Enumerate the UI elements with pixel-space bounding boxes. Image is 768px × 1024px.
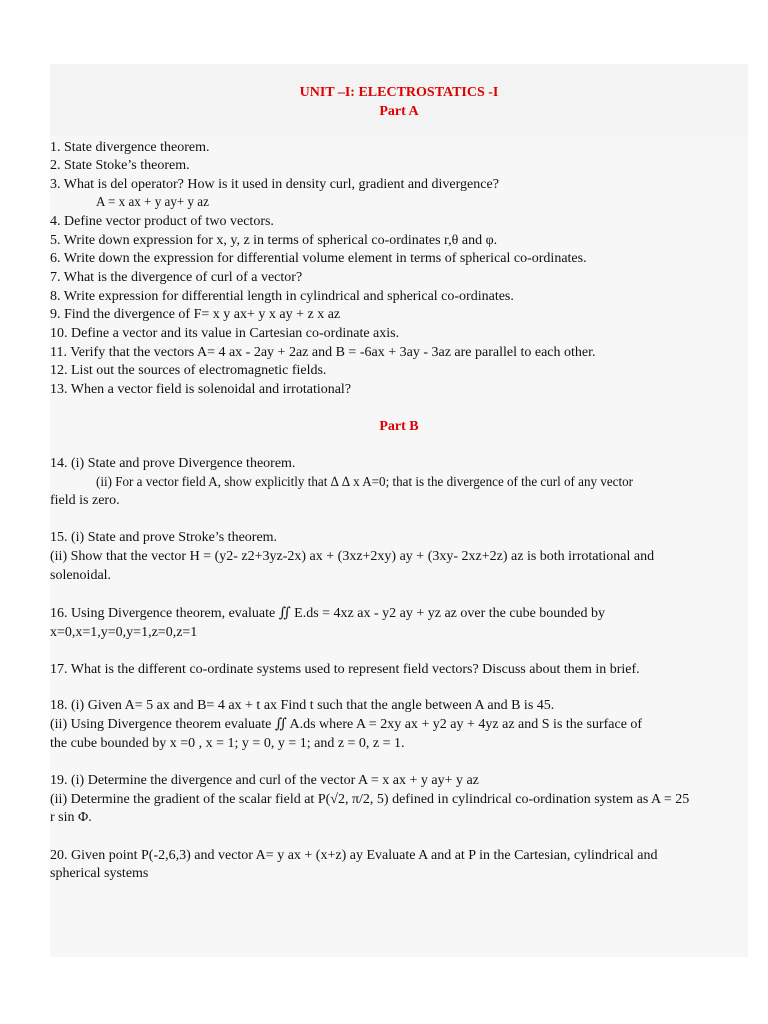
unit-title: UNIT –I: ELECTROSTATICS -I: [299, 85, 499, 100]
question-8: 8. Write expression for differential length in cylindrical and spherical co-ordinates.: [50, 289, 514, 304]
question-14-line-1: 14. (i) State and prove Divergence theorem.: [50, 456, 296, 471]
question-2: 2. State Stoke’s theorem.: [50, 158, 190, 173]
question-19-line-3: r sin Φ.: [50, 810, 92, 825]
question-20-line-1: 20. Given point P(-2,6,3) and vector A= y ax + (x+z) ay Evaluate A and at P in the Cartesian, cylindrical and: [50, 848, 658, 863]
question-5: 5. Write down expression for x, y, z in terms of spherical co-ordinates r,θ and φ.: [50, 233, 498, 248]
question-18-line-2: (ii) Using Divergence theorem evaluate ∬ A.ds where A = 2xy ax + y2 ay + 4yz az and S is the surface of: [50, 717, 643, 732]
question-16-line-1: 16. Using Divergence theorem, evaluate ∬ E.ds = 4xz ax - y2 ay + yz az over the cube bounded by: [50, 606, 605, 621]
question-4: 4. Define vector product of two vectors.: [50, 214, 274, 229]
part-b-heading: Part B: [379, 419, 419, 434]
question-13: 13. When a vector field is solenoidal and irrotational?: [50, 382, 352, 397]
question-18-line-1: 18. (i) Given A= 5 ax and B= 4 ax + t ax Find t such that the angle between A and B is 45.: [50, 698, 555, 713]
question-15-line-3: solenoidal.: [50, 568, 112, 583]
question-3-expression: A = x ax + y ay+ y az: [96, 195, 209, 210]
question-15-line-2: (ii) Show that the vector H = (y2- z2+3yz-2x) ax + (3xz+2xy) ay + (3xy- 2xz+2z) az is both irrotational and: [50, 549, 655, 564]
question-7: 7. What is the divergence of curl of a vector?: [50, 270, 303, 285]
question-11: 11. Verify that the vectors A= 4 ax - 2ay + 2az and B = -6ax + 3ay - 3az are parallel to each other.: [50, 345, 596, 360]
question-15-line-1: 15. (i) State and prove Stroke’s theorem.: [50, 530, 278, 545]
question-14-line-2: (ii) For a vector field A, show explicitly that ∆ ∆ x A=0; that is the divergence of the curl of any vector: [96, 475, 634, 490]
question-20-line-2: spherical systems: [50, 866, 149, 881]
question-19-line-2: (ii) Determine the gradient of the scalar field at P(√2, π/2, 5) defined in cylindrical co-ordination system as A = 25: [50, 792, 690, 807]
question-6: 6. Write down the expression for differential volume element in terms of spherical co-ordinates.: [50, 251, 587, 266]
question-14-line-3: field is zero.: [50, 493, 120, 508]
question-10: 10. Define a vector and its value in Cartesian co-ordinate axis.: [50, 326, 400, 341]
question-18-line-3: the cube bounded by x =0 , x = 1; y = 0, y = 1; and z = 0, z = 1.: [50, 736, 405, 751]
question-19-line-1: 19. (i) Determine the divergence and curl of the vector A = x ax + y ay+ y az: [50, 773, 479, 788]
question-3: 3. What is del operator? How is it used in density curl, gradient and divergence?: [50, 177, 499, 192]
question-16-line-2: x=0,x=1,y=0,y=1,z=0,z=1: [50, 625, 198, 640]
question-1: 1. State divergence theorem.: [50, 140, 210, 155]
document-page: [50, 64, 748, 957]
question-12: 12. List out the sources of electromagnetic fields.: [50, 363, 327, 378]
part-a-heading: Part A: [379, 104, 419, 119]
question-17: 17. What is the different co-ordinate systems used to represent field vectors? Discuss about them in brief.: [50, 662, 640, 677]
question-9: 9. Find the divergence of F= x y ax+ y x ay + z x az: [50, 307, 341, 322]
